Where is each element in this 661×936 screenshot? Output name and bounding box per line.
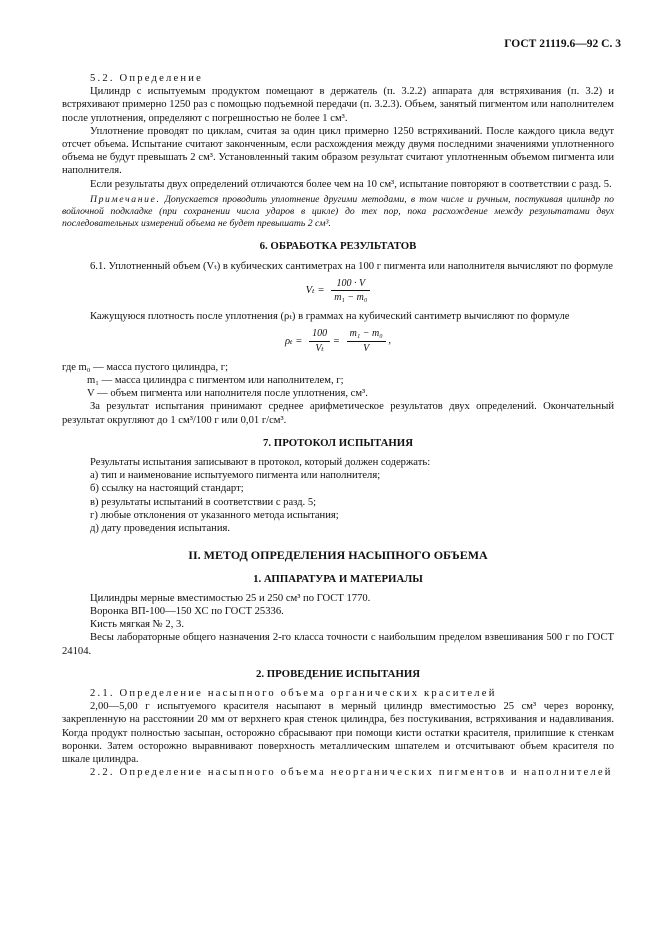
section-2-2-title: 2.2. Определение насыпного объема неорганических пигментов и наполнителей: [90, 767, 613, 779]
formula-density-lhs: ρₜ =: [284, 335, 303, 347]
protocol-list-item: а) тип и наименование испытуемого пигмента или наполнителя;: [90, 470, 381, 482]
formula-density-fraction-2: [347, 327, 386, 354]
section-2-1-title: 2.1. Определение насыпного объема органических красителей: [90, 687, 497, 699]
section-5-2-paragraph-3: Если результаты двух определений отличаются более чем на 10 см³, испытание повторяют в соответствии с разд. 5.: [90, 178, 612, 190]
formula-volume-numerator: 100 · V: [331, 277, 370, 291]
part-2-section-1-heading: 1. АППАРАТУРА И МАТЕРИАЛЫ: [253, 572, 423, 585]
formula-density: [62, 327, 614, 354]
note-text: Допускается проводить уплотнение другими методами, в том числе и ручным, постукивая цилиндр по войлочной подкладке (при сохранении числа ударов в цикле) до тех пор, пока расхождение между результатами двух последовательных измерений объема не будет превышать 2 см³.: [62, 193, 614, 230]
variable-definitions: [62, 361, 614, 401]
formula-density-equals: =: [332, 335, 340, 347]
variable-description: — масса цилиндра с пигментом или наполнителем, г;: [101, 375, 344, 387]
protocol-list-item: в) результаты испытаний в соответствии с разд. 5;: [90, 496, 317, 508]
variable-description: — объем пигмента или наполнителя после уплотнения, см³.: [97, 388, 368, 400]
equipment-item: Кисть мягкая № 2, 3.: [90, 619, 184, 631]
variable-symbol: где m₀: [62, 361, 91, 373]
section-5-2-paragraph-1: Цилиндр с испытуемым продуктом помещают в держатель (п. 3.2.2) аппарата для встряхивания (п. 3.2) и встряхивают примерно 1250 раз с помощью подъемной передачи (п. 3.2.3). Объем, занятый пигментом или наполнителем после уплотнения, определяют с погрешностью не более 1 см³.: [62, 86, 614, 124]
protocol-list-item: д) дату проведения испытания.: [90, 523, 231, 535]
section-6-1-paragraph: 6.1. Уплотненный объем (Vₜ) в кубических сантиметрах на 100 г пигмента или наполнителя вычисляют по формуле: [90, 260, 613, 272]
section-5-2-title: 5.2. Определение: [90, 73, 204, 84]
running-header: ГОСТ 21119.6—92 С. 3: [504, 38, 621, 50]
formula-density-tail: ,: [388, 335, 392, 347]
equipment-item: Цилиндры мерные вместимостью 25 и 250 см³ по ГОСТ 1770.: [90, 592, 371, 604]
part-2-section-2-heading: 2. ПРОВЕДЕНИЕ ИСПЫТАНИЯ: [255, 667, 421, 680]
variable-symbol: m₁: [87, 375, 99, 387]
protocol-list-item: б) ссылку на настоящий стандарт;: [90, 483, 244, 495]
formula-volume-fraction: [331, 277, 370, 304]
section-7-intro: Результаты испытания записывают в протокол, который должен содержать:: [90, 457, 431, 469]
protocol-list-item: г) любые отклонения от указанного метода испытания;: [90, 509, 339, 521]
part-2-heading: II. МЕТОД ОПРЕДЕЛЕНИЯ НАСЫПНОГО ОБЪЕМА: [188, 548, 488, 563]
section-6-heading: 6. ОБРАБОТКА РЕЗУЛЬТАТОВ: [259, 240, 417, 253]
page-body: [62, 72, 614, 779]
variable-definition: [62, 374, 614, 387]
section-2-1-text: 2,00—5,00 г испытуемого красителя насыпают в мерный цилиндр вместимостью 25 см³ через воронку, закрепленную на расстоянии 20 мм от верхнего края стенок цилиндра, без постукивания, встряхивания и надавливания. Когда продукт полностью засыпан, осторожно сбрасывают при помощи кисти остатки красителя, прилипшие к стенкам воронки. Затем осторожно выравнивают поверхность металлическим шпателем и отсчитывают объем красителя по шкале цилиндра.: [62, 701, 614, 765]
formula-density-denominator-2: V: [363, 342, 370, 354]
note-label: Примечание.: [90, 193, 161, 205]
formula-density-numerator-2: m₁ − m₀: [347, 327, 386, 341]
formula-density-numerator-1: 100: [309, 327, 330, 341]
variable-definition: [62, 361, 614, 374]
equipment-item: Весы лабораторные общего назначения 2-го класса точности с наибольшим пределом взвешивания 500 г по ГОСТ 24104.: [62, 632, 614, 657]
section-6-density-paragraph: Кажущуюся плотность после уплотнения (ρₜ) в граммах на кубический сантиметр вычисляют по формуле: [90, 311, 570, 323]
formula-volume-denominator: m₁ − m₀: [334, 292, 368, 304]
section-6-result-paragraph: За результат испытания принимают среднее арифметическое результатов двух определений. Окончательный результат округляют до 1 см³/100 г или 0,01 г/см³.: [62, 401, 614, 426]
variable-description: — масса пустого цилиндра, г;: [93, 361, 229, 373]
variable-definition: [62, 387, 614, 400]
formula-density-fraction-1: [309, 327, 330, 354]
formula-density-denominator-1: Vₜ: [315, 342, 324, 354]
formula-volume: [62, 277, 614, 304]
note-paragraph: [62, 194, 614, 231]
formula-volume-lhs: Vₜ =: [305, 284, 325, 296]
variable-symbol: V: [87, 388, 95, 400]
equipment-item: Воронка ВП-100—150 ХС по ГОСТ 25336.: [90, 605, 284, 617]
section-5-2-paragraph-2: Уплотнение проводят по циклам, считая за один цикл примерно 1250 встряхиваний. После каждого цикла ведут отсчет объема. Испытание считают законченным, если расхождения между двумя последними значениями уплотненного объема не будут превышать 2 см³. Установленный таким образом результат считают уплотненным объемом пигмента или наполнителя.: [62, 125, 614, 177]
section-7-heading: 7. ПРОТОКОЛ ИСПЫТАНИЯ: [263, 436, 413, 449]
